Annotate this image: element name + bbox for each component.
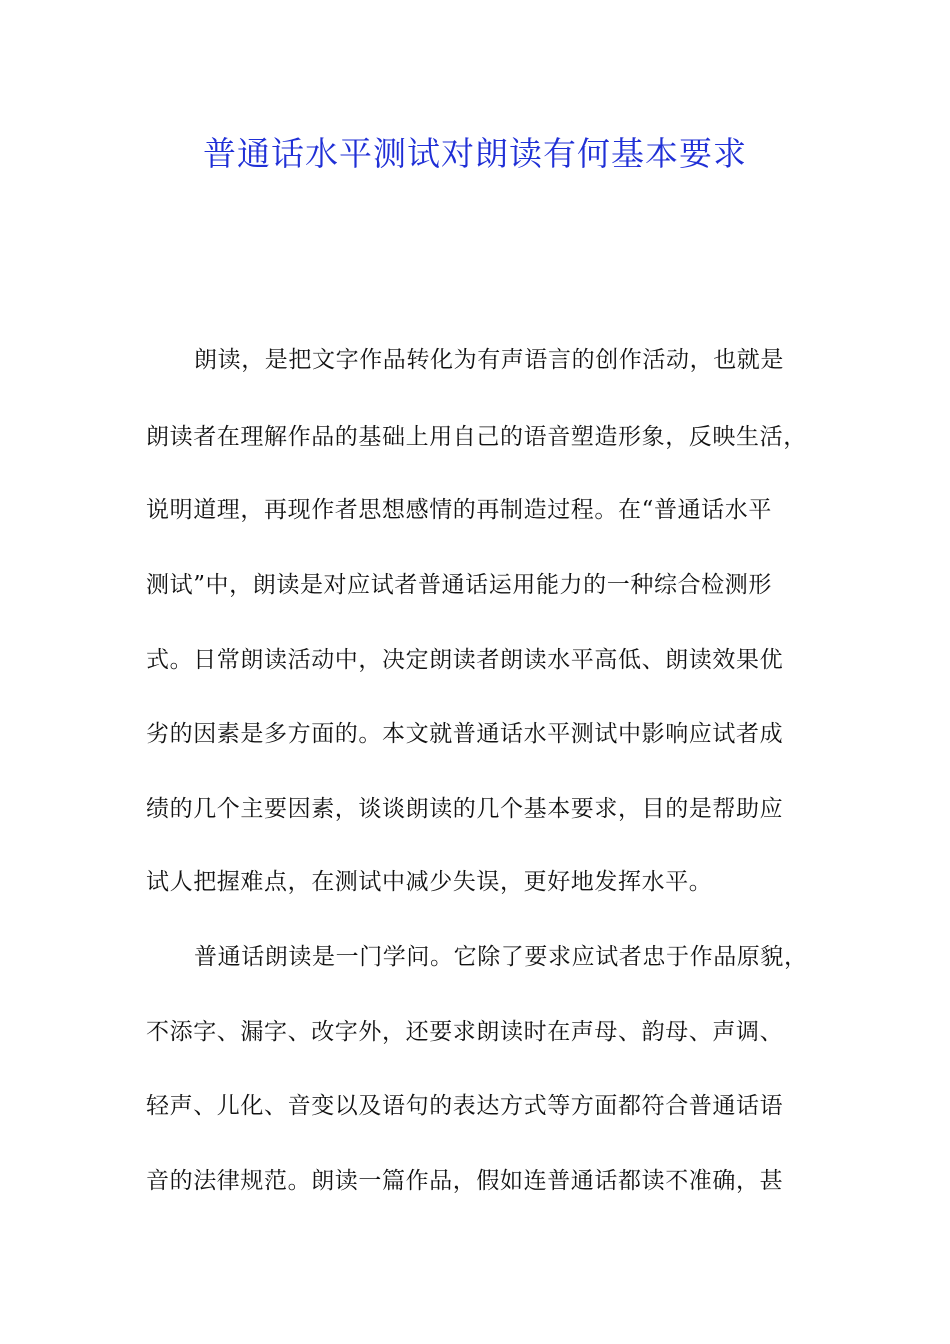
paragraph-1-line-8: 试人把握难点，在测试中减少失误，更好地发挥水平。 [146,869,713,895]
paragraph-1-line-2: 朗读者在理解作品的基础上用自己的语音塑造形象，反映生活， [146,424,807,450]
paragraph-1-line-6: 劣的因素是多方面的。本文就普通话水平测试中影响应试者成 [146,721,784,747]
paragraph-1-line-5: 式。日常朗读活动中，决定朗读者朗读水平高低、朗读效果优 [146,647,784,673]
paragraph-1-line-3: 说明道理，再现作者思想感情的再制造过程。在“普通话水平 [146,497,772,523]
paragraph-2-line-3: 轻声、儿化、音变以及语句的表达方式等方面都符合普通话语 [146,1093,784,1119]
paragraph-2-line-2: 不添字、漏字、改字外，还要求朗读时在声母、韵母、声调、 [146,1019,784,1045]
paragraph-1-line-4: 测试”中，朗读是对应试者普通话运用能力的一种综合检测形 [146,572,772,598]
paragraph-1-line-1: 朗读，是把文字作品转化为有声语言的创作活动，也就是 [194,347,784,373]
paragraph-2-line-4: 音的法律规范。朗读一篇作品，假如连普通话都读不准确，甚 [146,1168,784,1194]
paragraph-1-line-7: 绩的几个主要因素，谈谈朗读的几个基本要求，目的是帮助应 [146,796,784,822]
document-title: 普通话水平测试对朗读有何基本要求 [203,134,747,173]
paragraph-2-line-1: 普通话朗读是一门学问。它除了要求应试者忠于作品原貌， [194,944,808,970]
